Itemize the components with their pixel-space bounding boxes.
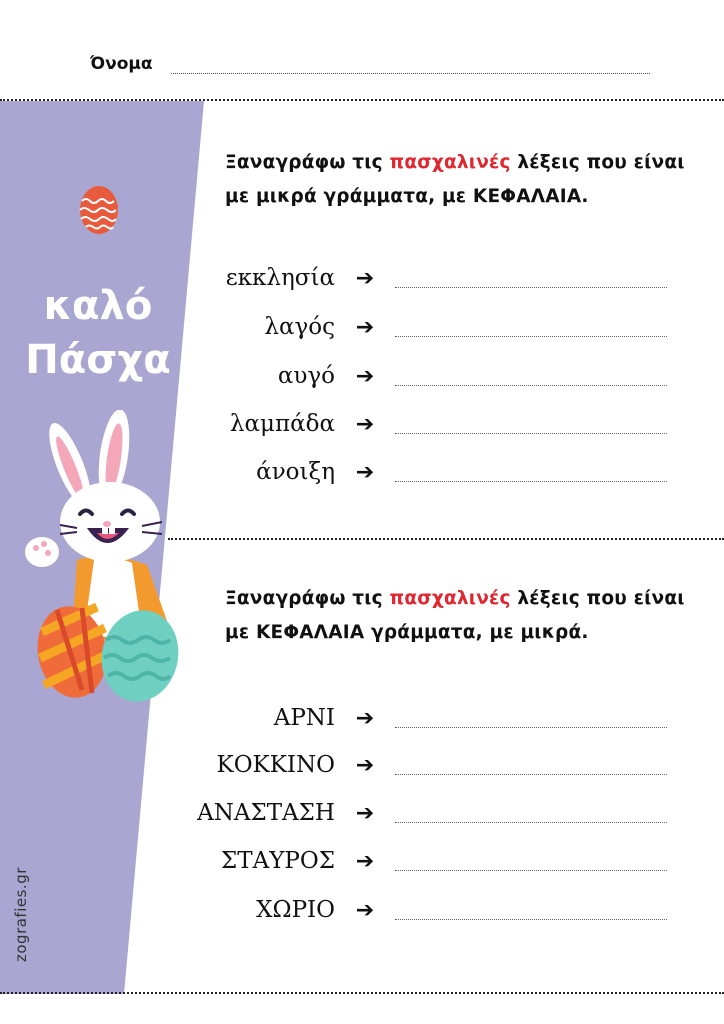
section2-instr-line2: με ΚΕΦΑΛΑΙΑ γράμματα, με μικρά.	[225, 622, 589, 643]
section1-row	[0, 408, 667, 440]
arrow-icon: ➔	[355, 411, 375, 437]
section1-instr-post: λέξεις που είναι	[510, 152, 685, 173]
top-divider	[0, 99, 724, 101]
arrow-icon: ➔	[355, 848, 375, 874]
section2-row	[0, 845, 667, 877]
section2-word: ΑΡΝΙ	[273, 705, 335, 731]
arrow-icon: ➔	[355, 459, 375, 485]
arrow-icon: ➔	[355, 705, 375, 731]
section1-instr-highlight: πασχαλινές	[389, 152, 511, 173]
section2-row	[0, 749, 667, 781]
section2-row	[0, 797, 667, 829]
greeting-line-2: Πάσχα	[25, 337, 171, 383]
section1-word: αυγό	[277, 363, 335, 389]
section2-word: ΚΟΚΚΙΝΟ	[216, 752, 335, 778]
section2-instr-post: λέξεις που είναι	[510, 588, 685, 609]
section1-row	[0, 456, 667, 488]
section2-instr-highlight: πασχαλινές	[389, 588, 511, 609]
section1-instr-pre: Ξαναγράφω τις	[225, 152, 390, 173]
name-row	[90, 50, 650, 74]
arrow-icon: ➔	[355, 265, 375, 291]
section1-word: εκκλησία	[225, 265, 335, 291]
section2-word: ΣΤΑΥΡΟΣ	[221, 848, 335, 874]
section1-word: λαμπάδα	[229, 411, 335, 437]
name-label: Όνομα	[90, 54, 153, 74]
arrow-icon: ➔	[355, 314, 375, 340]
section1-row	[0, 311, 667, 343]
section2-instruction	[225, 582, 720, 650]
answer-line[interactable]	[395, 467, 667, 482]
answer-line[interactable]	[395, 905, 667, 920]
arrow-icon: ➔	[355, 363, 375, 389]
section2-instr-pre: Ξαναγράφω τις	[225, 588, 390, 609]
arrow-icon: ➔	[355, 800, 375, 826]
answer-line[interactable]	[395, 371, 667, 386]
section1-row	[0, 360, 667, 392]
greeting-line-1: καλό	[43, 283, 153, 329]
section2-row	[0, 894, 667, 926]
answer-line[interactable]	[395, 856, 667, 871]
section1-row	[0, 262, 667, 294]
answer-line[interactable]	[395, 273, 667, 288]
middle-divider	[168, 538, 724, 540]
section1-word: άνοιξη	[256, 459, 335, 485]
answer-line[interactable]	[395, 713, 667, 728]
bunny-illustration	[22, 410, 188, 705]
easter-egg-icon	[78, 183, 120, 235]
arrow-icon: ➔	[355, 752, 375, 778]
section2-word: ΧΩΡΙΟ	[256, 897, 335, 923]
section1-instruction	[225, 146, 720, 214]
section2-word: ΑΝΑΣΤΑΣΗ	[197, 800, 335, 826]
section2-row	[0, 702, 667, 734]
section1-instr-line2: με μικρά γράμματα, με ΚΕΦΑΛΑΙΑ.	[225, 186, 589, 207]
website-label: zografies.gr	[12, 867, 30, 962]
arrow-icon: ➔	[355, 897, 375, 923]
answer-line[interactable]	[395, 808, 667, 823]
answer-line[interactable]	[395, 322, 667, 337]
answer-line[interactable]	[395, 419, 667, 434]
answer-line[interactable]	[395, 760, 667, 775]
bottom-divider	[0, 992, 724, 994]
section1-word: λαγός	[264, 314, 335, 340]
name-field-line[interactable]	[171, 63, 650, 74]
